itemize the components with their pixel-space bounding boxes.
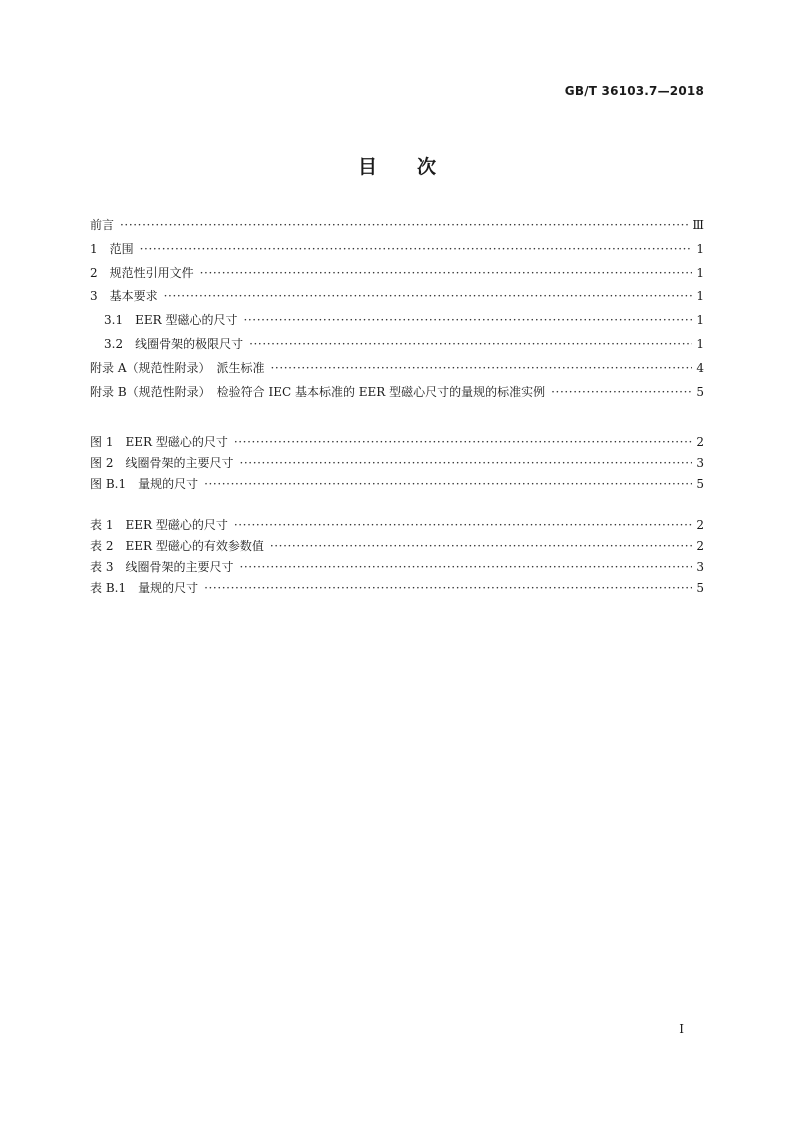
dot-leader xyxy=(270,539,693,553)
toc-entry-page: 2 xyxy=(696,435,704,449)
toc-entry[interactable] xyxy=(90,579,704,600)
toc-entry-page: 1 xyxy=(696,313,704,328)
toc-entry[interactable] xyxy=(90,359,704,383)
dot-leader xyxy=(234,435,693,449)
toc-entry[interactable] xyxy=(90,383,704,407)
toc-entry-label: 图 2 线圈骨架的主要尺寸 xyxy=(90,456,234,470)
toc-entry-label: 表 3 线圈骨架的主要尺寸 xyxy=(90,560,234,574)
dot-leader xyxy=(164,289,693,303)
toc-entry-page: 1 xyxy=(696,241,704,256)
toc-entry[interactable] xyxy=(90,454,704,475)
dot-leader xyxy=(204,581,692,595)
toc-entry-label: 表 1 EER 型磁心的尺寸 xyxy=(90,518,228,532)
toc-main xyxy=(90,216,704,406)
dot-leader xyxy=(234,518,693,532)
toc-entry-label: 前言 xyxy=(90,218,115,232)
toc-entry-label: 3.2 线圈骨架的极限尺寸 xyxy=(104,336,244,351)
toc-entry-label: 表 B.1 量规的尺寸 xyxy=(90,581,199,595)
toc-entry-label: 图 1 EER 型磁心的尺寸 xyxy=(90,435,228,449)
dot-leader xyxy=(140,242,693,256)
toc-entry-page: Ⅲ xyxy=(692,218,704,232)
toc-entry[interactable] xyxy=(90,287,704,311)
toc-entry-label: 表 2 EER 型磁心的有效参数值 xyxy=(90,539,264,553)
toc-entry[interactable] xyxy=(90,537,704,558)
toc-entry-page: 5 xyxy=(696,581,704,595)
toc-entry[interactable] xyxy=(90,475,704,496)
toc-entry[interactable] xyxy=(90,433,704,454)
toc-entry-label: 1 范围 xyxy=(90,241,134,256)
toc-entry-page: 3 xyxy=(696,456,704,470)
toc-entry-label: 2 规范性引用文件 xyxy=(90,265,194,280)
dot-leader xyxy=(239,456,692,470)
toc-entry[interactable] xyxy=(90,264,704,288)
toc-entry-page: 2 xyxy=(696,518,704,532)
toc-entry[interactable] xyxy=(90,311,704,335)
page-title: 目次 xyxy=(357,156,476,178)
toc-tables xyxy=(90,516,704,600)
dot-leader xyxy=(120,218,688,232)
dot-leader xyxy=(270,361,692,375)
toc-entry-label: 附录 B（规范性附录） 检验符合 IEC 基本标准的 EER 型磁心尺寸的量规的标准实例 xyxy=(90,384,546,399)
toc-entry[interactable] xyxy=(90,558,704,579)
toc-entry-label: 3 基本要求 xyxy=(90,289,158,304)
toc-entry-page: 5 xyxy=(696,384,704,399)
toc-entry-page: 3 xyxy=(696,560,704,574)
toc-entry-page: 2 xyxy=(696,539,704,553)
toc-entry-label: 3.1 EER 型磁心的尺寸 xyxy=(104,313,238,328)
dot-leader xyxy=(204,477,692,491)
toc-entry-page: 4 xyxy=(696,360,704,375)
dot-leader xyxy=(239,560,692,574)
dot-leader xyxy=(551,385,692,399)
toc-entry[interactable] xyxy=(90,240,704,264)
toc-entry[interactable] xyxy=(90,216,704,240)
dot-leader xyxy=(243,313,692,327)
toc-entry-page: 1 xyxy=(696,265,704,280)
toc-figures xyxy=(90,433,704,496)
page-number: I xyxy=(679,1022,684,1036)
dot-leader xyxy=(249,337,692,351)
toc-entry-label: 图 B.1 量规的尺寸 xyxy=(90,477,199,491)
toc-entry[interactable] xyxy=(90,335,704,359)
toc-entry-page: 5 xyxy=(696,477,704,491)
standard-code: GB/T 36103.7—2018 xyxy=(564,84,704,98)
toc-entry[interactable] xyxy=(90,516,704,537)
toc-entry-page: 1 xyxy=(696,336,704,351)
dot-leader xyxy=(200,266,693,280)
toc-entry-label: 附录 A（规范性附录） 派生标准 xyxy=(90,360,265,375)
toc-entry-page: 1 xyxy=(696,289,704,304)
